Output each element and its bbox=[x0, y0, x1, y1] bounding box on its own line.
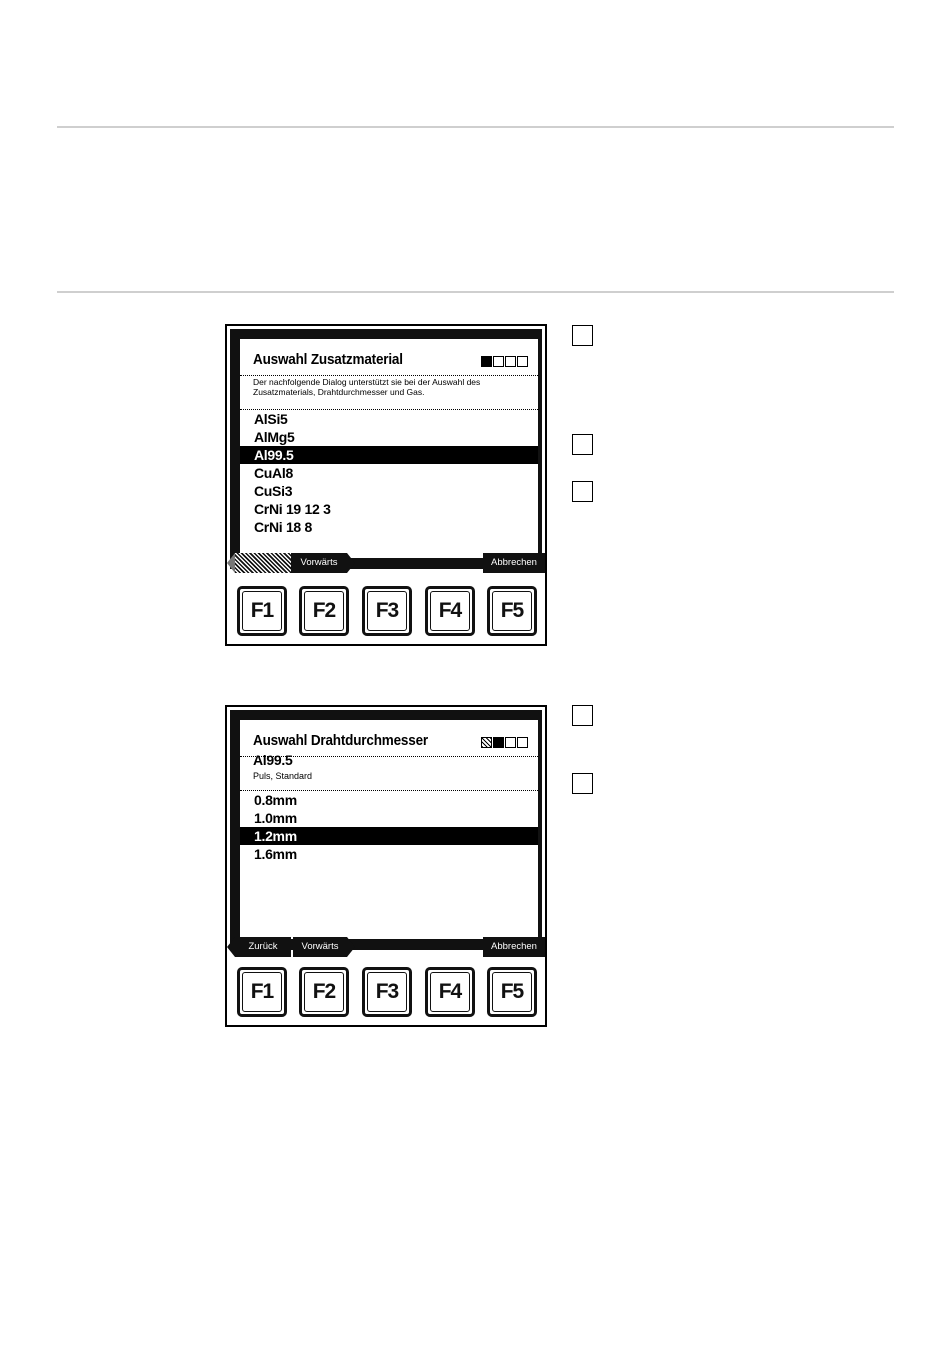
step-indicator-box bbox=[517, 356, 528, 367]
top-divider bbox=[57, 126, 894, 128]
material-item[interactable]: CuAl8 bbox=[254, 465, 293, 481]
material-item[interactable]: AlMg5 bbox=[254, 429, 295, 445]
process-label: Puls, Standard bbox=[253, 771, 313, 781]
material-item[interactable]: CrNi 19 12 3 bbox=[254, 501, 331, 517]
f2-key[interactable]: F2 bbox=[299, 967, 349, 1017]
f4-key[interactable]: F4 bbox=[425, 967, 475, 1017]
material-list bbox=[240, 410, 538, 536]
step-checkbox[interactable] bbox=[572, 325, 593, 346]
forward-softkey[interactable] bbox=[293, 937, 347, 957]
material-item-selected[interactable]: Al99.5 bbox=[240, 446, 538, 464]
divider bbox=[240, 375, 538, 376]
back-softkey[interactable] bbox=[235, 937, 291, 957]
step-indicator-box bbox=[505, 737, 516, 748]
wizard-step-indicator bbox=[481, 737, 528, 748]
display-bezel bbox=[230, 329, 542, 569]
step-indicator-box bbox=[517, 737, 528, 748]
step-indicator-box bbox=[505, 356, 516, 367]
f4-key[interactable]: F4 bbox=[425, 586, 475, 636]
softkey-bar bbox=[227, 937, 545, 957]
step-indicator-box bbox=[481, 356, 492, 367]
f5-key[interactable]: F5 bbox=[487, 586, 537, 636]
arrow-right-icon bbox=[347, 937, 355, 957]
step-indicator-box bbox=[481, 737, 492, 748]
forward-softkey-label: Vorwärts bbox=[300, 557, 338, 568]
f2-key[interactable]: F2 bbox=[299, 586, 349, 636]
arrow-left-icon bbox=[227, 937, 235, 957]
cancel-softkey-label: Abbrechen bbox=[491, 557, 537, 568]
step-checkbox[interactable] bbox=[572, 705, 593, 726]
material-item[interactable]: CuSi3 bbox=[254, 483, 293, 499]
f5-key[interactable]: F5 bbox=[487, 967, 537, 1017]
step-checkbox[interactable] bbox=[572, 773, 593, 794]
lcd-display bbox=[240, 720, 538, 939]
f3-key[interactable]: F3 bbox=[362, 967, 412, 1017]
diameter-item[interactable]: 1.0mm bbox=[254, 810, 297, 826]
dialog-info-text: Der nachfolgende Dialog unterstützt sie bei der Auswahl des Zusatzmaterials, Drahtdurchmesser und Gas. bbox=[253, 377, 481, 397]
function-key-row bbox=[227, 576, 545, 646]
material-item[interactable]: CrNi 18 8 bbox=[254, 519, 312, 535]
f1-key[interactable]: F1 bbox=[237, 967, 287, 1017]
screen-title: Auswahl Zusatzmaterial bbox=[253, 351, 403, 368]
lcd-display bbox=[240, 339, 538, 558]
function-key-row bbox=[227, 957, 545, 1027]
arrow-right-icon bbox=[347, 553, 355, 573]
cancel-softkey-label: Abbrechen bbox=[491, 941, 537, 952]
wire-diameter-list bbox=[240, 791, 538, 863]
diameter-item-selected[interactable]: 1.2mm bbox=[240, 827, 538, 845]
section-divider bbox=[57, 291, 894, 293]
step-indicator-box bbox=[493, 356, 504, 367]
f3-key[interactable]: F3 bbox=[362, 586, 412, 636]
wizard-step-indicator bbox=[481, 356, 528, 367]
selected-material: Al99.5 bbox=[253, 752, 293, 768]
diameter-item[interactable]: 1.6mm bbox=[254, 846, 297, 862]
softkey-bar bbox=[227, 553, 545, 573]
arrow-left-icon bbox=[227, 553, 235, 573]
step-indicator-box bbox=[493, 737, 504, 748]
forward-softkey[interactable] bbox=[291, 553, 347, 573]
device-screen-filler-material bbox=[225, 324, 547, 646]
forward-softkey-label: Vorwärts bbox=[301, 941, 339, 952]
display-bezel bbox=[230, 710, 542, 950]
device-screen-wire-diameter bbox=[225, 705, 547, 1027]
step-checkbox[interactable] bbox=[572, 434, 593, 455]
back-softkey-disabled bbox=[235, 553, 291, 573]
f1-key[interactable]: F1 bbox=[237, 586, 287, 636]
cancel-softkey[interactable] bbox=[483, 553, 545, 573]
cancel-softkey[interactable] bbox=[483, 937, 545, 957]
screen-title: Auswahl Drahtdurchmesser bbox=[253, 732, 428, 749]
material-item[interactable]: AlSi5 bbox=[254, 411, 288, 427]
step-checkbox[interactable] bbox=[572, 481, 593, 502]
diameter-item[interactable]: 0.8mm bbox=[254, 792, 297, 808]
back-softkey-label: Zurück bbox=[248, 941, 278, 952]
